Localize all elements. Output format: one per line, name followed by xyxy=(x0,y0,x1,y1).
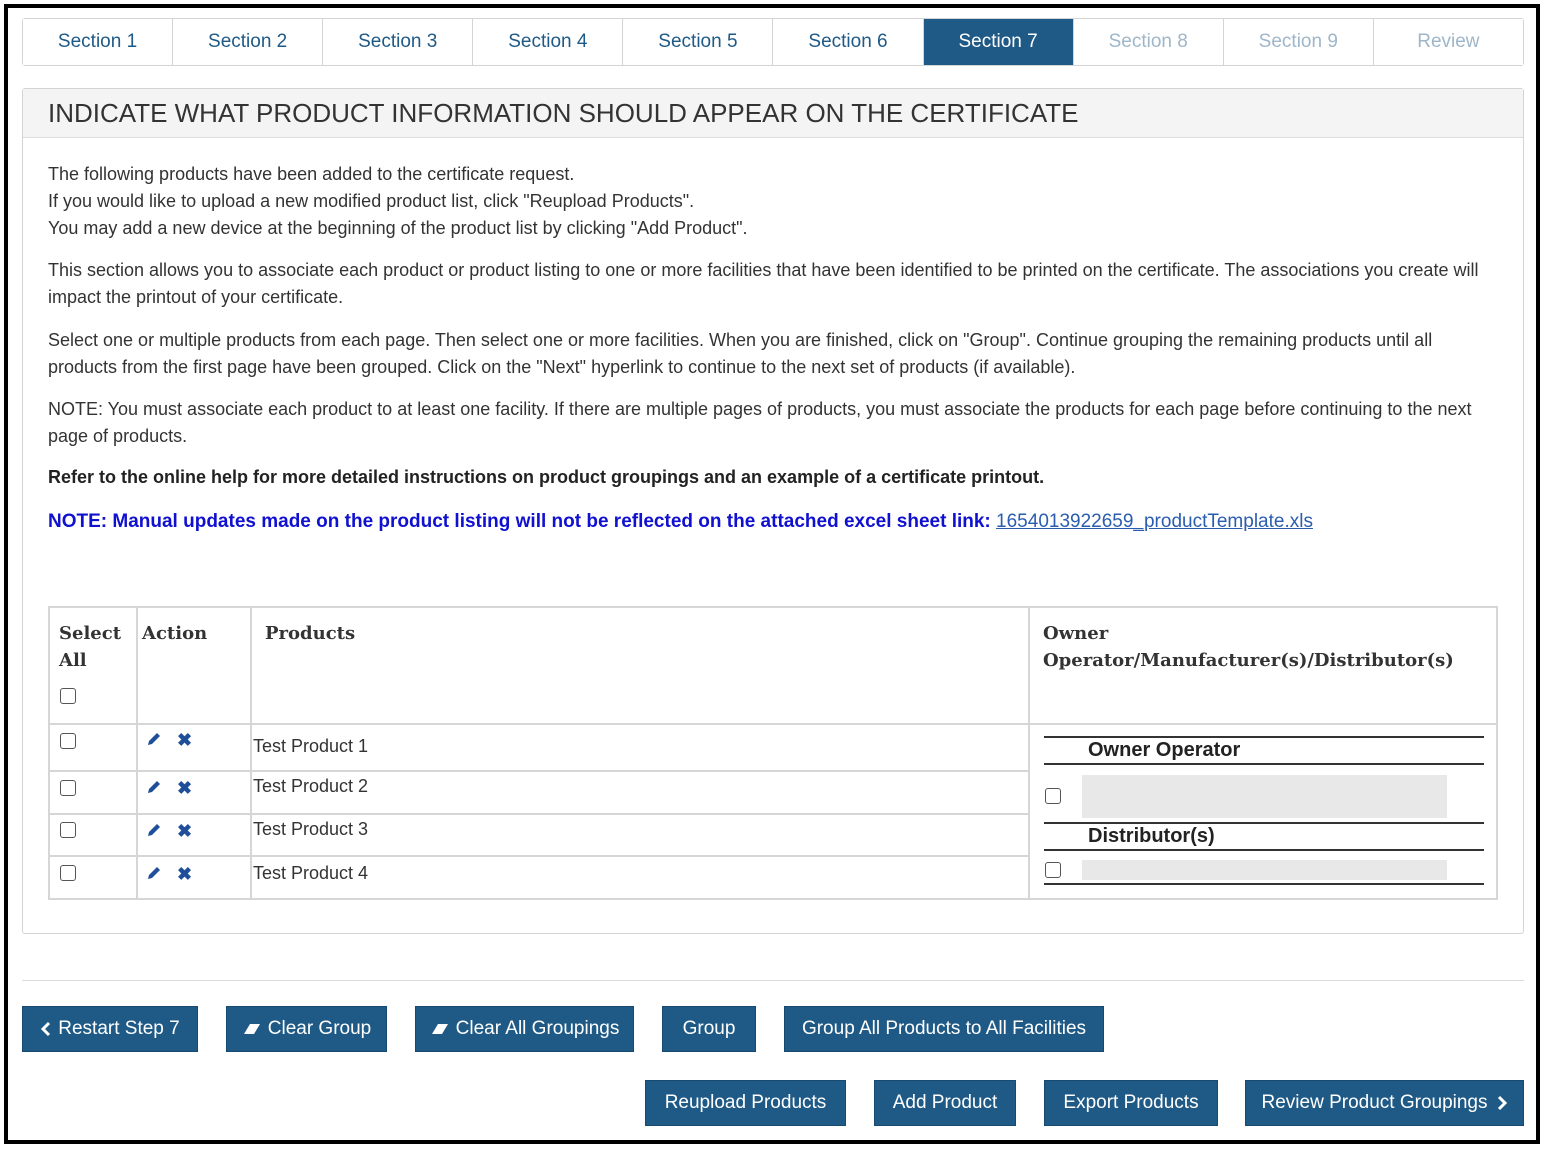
owner-operator-label: Owner Operator xyxy=(1088,739,1241,761)
review-product-groupings-button[interactable] xyxy=(1245,1080,1524,1126)
export-products-label: Export Products xyxy=(1063,1092,1199,1113)
group-all-label: Group All Products to All Facilities xyxy=(801,1018,1087,1039)
products-header: Products xyxy=(265,623,356,644)
delete-x-icon[interactable]: ✖ xyxy=(177,821,193,841)
review-product-groupings-label: Review Product Groupings xyxy=(1261,1092,1488,1113)
select-paragraph: Select one or multiple products from each page. Then select one or more facilities. When you are finished, click on "Group". Continue grouping the remaining products until all products from the first page have been grouped. Click on the "Next" hyperlink to continue to the next set of products (if available). xyxy=(48,330,1433,377)
row-3-checkbox[interactable] xyxy=(60,822,76,838)
intro-line-3: You may add a new device at the beginning of the product list by clicking "Add Product". xyxy=(48,218,748,238)
facilities-header: Owner Operator/Manufacturer(s)/Distributor(s) xyxy=(1043,623,1454,671)
owner-operator-checkbox[interactable] xyxy=(1045,788,1061,804)
section-tabs xyxy=(22,18,1524,66)
tab-review: Review xyxy=(1374,19,1523,65)
product-name: Test Product 2 xyxy=(253,776,369,796)
tab-section-1[interactable]: Section 1 xyxy=(23,19,173,65)
manual-update-note xyxy=(48,508,1498,535)
associate-paragraph: This section allows you to associate each product or product listing to one or more facilities that have been identified to be printed on the certificate. The associations you create will impact the printout of your certificate. xyxy=(48,260,1479,307)
edit-pencil-icon[interactable] xyxy=(146,779,162,795)
row-1-checkbox[interactable] xyxy=(60,733,76,749)
product-name: Test Product 1 xyxy=(253,736,369,756)
row-2-checkbox[interactable] xyxy=(60,780,76,796)
tab-section-7[interactable]: Section 7 xyxy=(924,19,1074,65)
reupload-products-label: Reupload Products xyxy=(664,1092,827,1113)
intro-text xyxy=(48,161,1498,242)
panel-title: INDICATE WHAT PRODUCT INFORMATION SHOULD APPEAR ON THE CERTIFICATE xyxy=(23,89,1523,138)
group-all-button[interactable] xyxy=(784,1006,1104,1052)
tab-section-2[interactable]: Section 2 xyxy=(173,19,323,65)
select-all-checkbox[interactable] xyxy=(60,688,76,704)
divider xyxy=(22,980,1524,981)
distributor-checkbox[interactable] xyxy=(1045,862,1061,878)
product-template-link[interactable]: 1654013922659_productTemplate.xls xyxy=(996,511,1313,532)
row-4-checkbox[interactable] xyxy=(60,865,76,881)
clear-group-button[interactable] xyxy=(226,1006,387,1052)
note-paragraph: NOTE: You must associate each product to at least one facility. If there are multiple pages of products, you must associate the products for each page before continuing to the next page of products. xyxy=(48,399,1472,446)
group-label: Group xyxy=(682,1018,736,1039)
delete-x-icon[interactable]: ✖ xyxy=(177,864,193,884)
clear-all-groupings-button[interactable] xyxy=(415,1006,634,1052)
restart-step-label: Restart Step 7 xyxy=(58,1018,180,1039)
reupload-products-button[interactable] xyxy=(645,1080,846,1126)
redacted-facility xyxy=(1082,775,1447,818)
product-grouping-table xyxy=(48,606,1498,900)
add-product-button[interactable] xyxy=(874,1080,1016,1126)
delete-x-icon[interactable]: ✖ xyxy=(177,730,193,750)
help-line: Refer to the online help for more detailed instructions on product groupings and an example of a certificate printout. xyxy=(48,467,1045,487)
clear-all-groupings-label: Clear All Groupings xyxy=(455,1018,620,1039)
tab-section-5[interactable]: Section 5 xyxy=(623,19,773,65)
group-button[interactable] xyxy=(662,1006,756,1052)
restart-step-button[interactable] xyxy=(22,1006,198,1052)
chevron-left-icon xyxy=(40,1021,52,1037)
intro-line-1: The following products have been added to the certificate request. xyxy=(48,164,575,184)
tab-section-8: Section 8 xyxy=(1074,19,1224,65)
edit-pencil-icon[interactable] xyxy=(146,865,162,881)
product-name: Test Product 3 xyxy=(253,819,369,839)
clear-group-label: Clear Group xyxy=(267,1018,372,1039)
distributors-label: Distributor(s) xyxy=(1088,825,1215,847)
tab-section-3[interactable]: Section 3 xyxy=(323,19,473,65)
edit-pencil-icon[interactable] xyxy=(146,822,162,838)
manual-update-text: NOTE: Manual updates made on the product listing will not be reflected on the attached excel sheet link: xyxy=(48,511,991,532)
tab-section-9: Section 9 xyxy=(1224,19,1374,65)
chevron-right-icon xyxy=(1496,1095,1508,1111)
add-product-label: Add Product xyxy=(892,1092,998,1113)
action-header: Action xyxy=(142,623,208,644)
product-name: Test Product 4 xyxy=(253,863,369,883)
select-all-header: Select All xyxy=(59,623,122,671)
intro-line-2: If you would like to upload a new modified product list, click "Reupload Products". xyxy=(48,191,695,211)
export-products-button[interactable] xyxy=(1044,1080,1218,1126)
tab-section-6[interactable]: Section 6 xyxy=(773,19,923,65)
product-info-panel xyxy=(22,88,1524,934)
tab-section-4[interactable]: Section 4 xyxy=(473,19,623,65)
eraser-icon xyxy=(242,1022,262,1036)
redacted-facility xyxy=(1082,860,1447,880)
eraser-icon xyxy=(430,1022,450,1036)
delete-x-icon[interactable]: ✖ xyxy=(177,778,193,798)
edit-pencil-icon[interactable] xyxy=(146,731,162,747)
